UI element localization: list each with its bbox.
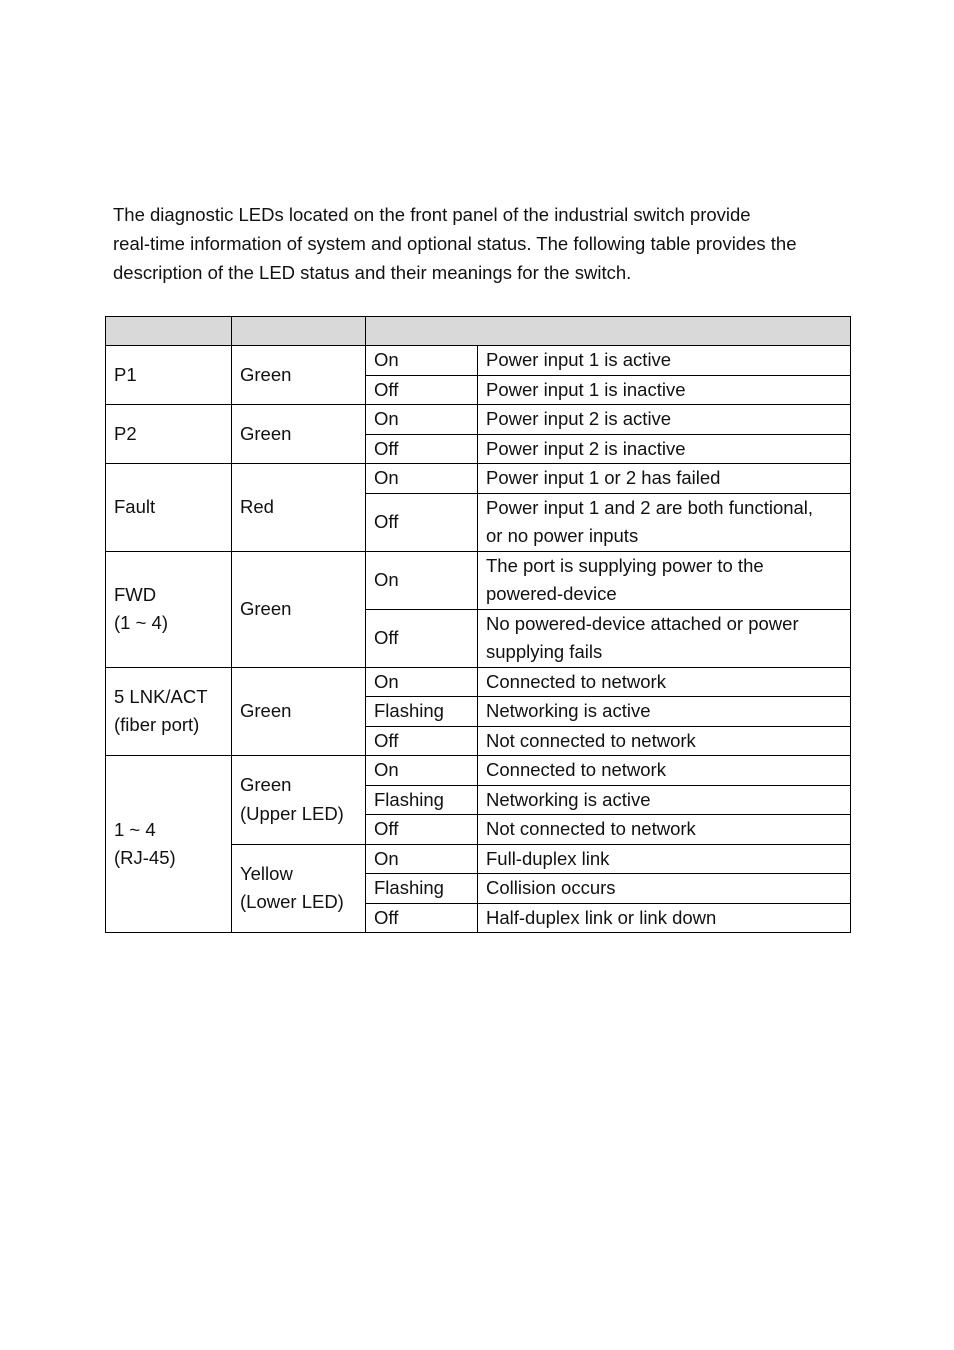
meaning-cell: Connected to network bbox=[478, 756, 851, 786]
meaning-cell: Power input 2 is active bbox=[478, 405, 851, 435]
table-row bbox=[106, 551, 851, 609]
meaning-cell: Power input 1 is active bbox=[478, 346, 851, 376]
header-cell-status bbox=[366, 317, 851, 346]
status-cell: Off bbox=[366, 493, 478, 551]
meaning-cell: The port is supplying power to the powered-device bbox=[478, 551, 851, 609]
status-cell: On bbox=[366, 667, 478, 697]
led-status-table bbox=[105, 316, 851, 933]
header-cell-led bbox=[106, 317, 232, 346]
meaning-cell: Power input 1 is inactive bbox=[478, 375, 851, 405]
status-cell: On bbox=[366, 756, 478, 786]
table-row bbox=[106, 756, 851, 786]
meaning-cell: Power input 1 and 2 are both functional, or no power inputs bbox=[478, 493, 851, 551]
status-cell: On bbox=[366, 551, 478, 609]
led-name-cell: FWD (1 ~ 4) bbox=[106, 551, 232, 667]
intro-line: description of the LED status and their meanings for the switch. bbox=[113, 262, 632, 283]
status-cell: Off bbox=[366, 903, 478, 933]
status-cell: On bbox=[366, 405, 478, 435]
status-cell: Flashing bbox=[366, 697, 478, 727]
status-cell: Flashing bbox=[366, 785, 478, 815]
intro-line: The diagnostic LEDs located on the front panel of the industrial switch provide bbox=[113, 204, 751, 225]
meaning-cell: Networking is active bbox=[478, 785, 851, 815]
led-name-cell: 5 LNK/ACT (fiber port) bbox=[106, 667, 232, 756]
meaning-cell: Power input 1 or 2 has failed bbox=[478, 464, 851, 494]
table-row bbox=[106, 667, 851, 697]
status-cell: On bbox=[366, 346, 478, 376]
led-color-cell: Yellow (Lower LED) bbox=[232, 844, 366, 933]
led-color-cell: Green bbox=[232, 551, 366, 667]
intro-line: real-time information of system and optional status. The following table provides the bbox=[113, 233, 797, 254]
header-cell-color bbox=[232, 317, 366, 346]
table-row bbox=[106, 405, 851, 435]
meaning-cell: Full-duplex link bbox=[478, 844, 851, 874]
led-name-cell: Fault bbox=[106, 464, 232, 552]
status-cell: Off bbox=[366, 726, 478, 756]
led-name-cell: P1 bbox=[106, 346, 232, 405]
status-cell: Off bbox=[366, 434, 478, 464]
status-cell: Off bbox=[366, 609, 478, 667]
table-row bbox=[106, 464, 851, 494]
meaning-cell: Collision occurs bbox=[478, 874, 851, 904]
led-color-cell: Green bbox=[232, 346, 366, 405]
meaning-cell: No powered-device attached or power supplying fails bbox=[478, 609, 851, 667]
table-row bbox=[106, 346, 851, 376]
meaning-cell: Half-duplex link or link down bbox=[478, 903, 851, 933]
led-color-cell: Green bbox=[232, 405, 366, 464]
status-cell: Off bbox=[366, 815, 478, 845]
led-name-cell: P2 bbox=[106, 405, 232, 464]
intro-paragraph bbox=[113, 200, 843, 287]
status-cell: Off bbox=[366, 375, 478, 405]
meaning-cell: Power input 2 is inactive bbox=[478, 434, 851, 464]
led-color-cell: Green (Upper LED) bbox=[232, 756, 366, 845]
table-header-row bbox=[106, 317, 851, 346]
meaning-cell: Connected to network bbox=[478, 667, 851, 697]
meaning-cell: Not connected to network bbox=[478, 726, 851, 756]
led-color-cell: Green bbox=[232, 667, 366, 756]
status-cell: On bbox=[366, 844, 478, 874]
led-color-cell: Red bbox=[232, 464, 366, 552]
meaning-cell: Not connected to network bbox=[478, 815, 851, 845]
meaning-cell: Networking is active bbox=[478, 697, 851, 727]
status-cell: Flashing bbox=[366, 874, 478, 904]
status-cell: On bbox=[366, 464, 478, 494]
led-name-cell: 1 ~ 4 (RJ-45) bbox=[106, 756, 232, 933]
